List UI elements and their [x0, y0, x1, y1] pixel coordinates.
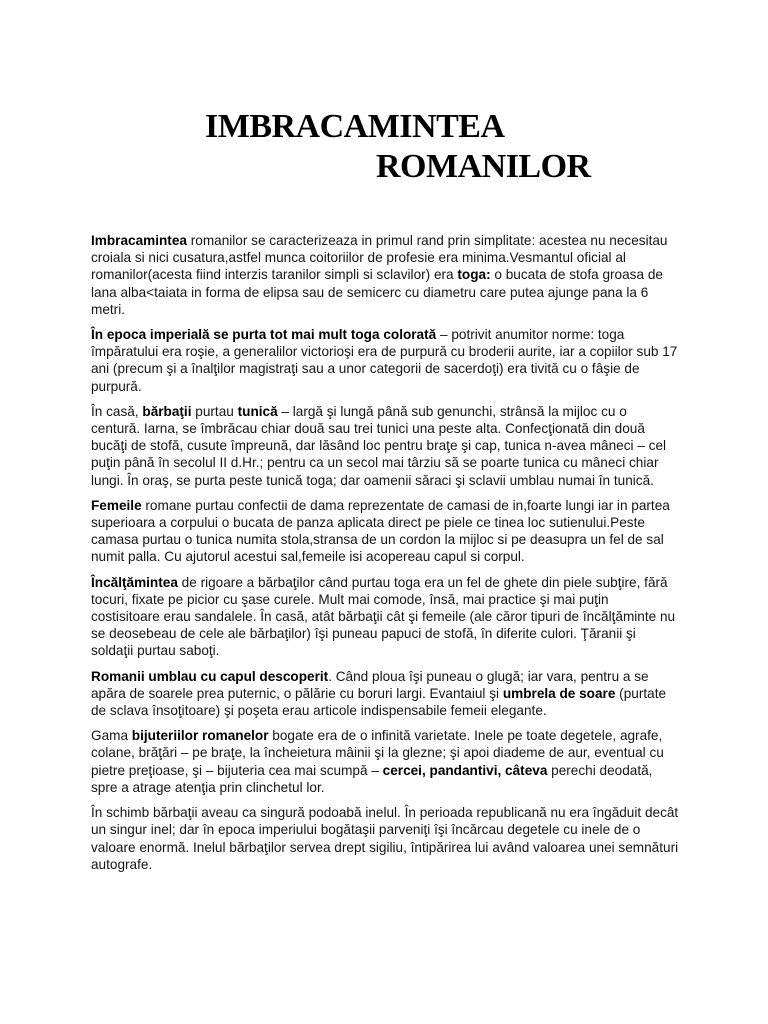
- bold-text-run: Încălţămintea: [91, 574, 178, 590]
- text-run: bogate era de o infinită varietate. Inele pe toate degetele, agrafe, colane, brăţări – pe braţe, la încheietura mâinii şi la glezne; şi apoi diademe de aur, eventual cu pietre preţioase, şi – bijuteria cea mai scumpă –: [91, 728, 664, 778]
- document-body: [91, 232, 679, 881]
- bold-text-run: bijuteriilor romanelor: [131, 728, 269, 744]
- bold-text-run: toga:: [457, 267, 491, 283]
- paragraph: [91, 326, 679, 395]
- bold-text-run: tunică: [237, 403, 278, 419]
- paragraph: [91, 574, 679, 660]
- text-run: (purtate de sclava însoţitoare) şi poşeta erau articole indispensabile femeii elegante.: [91, 685, 667, 719]
- text-run: romane purtau confectii de dama reprezentate de camasi de in,foarte lungi iar in partea superioara a corpului o bucata de panza aplicata direct pe piele ce tinea loc sutienului.Peste camasa purtau o tunica numita stola,stransa de un cordon la mijloc si pe deasupra un fel de sal numit palla. Cu ajutorul acestui sal,femeile isi acopereau capul si corpul.: [91, 497, 670, 565]
- text-run: . Când ploua îşi puneau o glugă; iar vara, pentru a se apăra de soarele prea puternic, o pălărie cu boruri largi. Evantaiul şi: [91, 668, 649, 701]
- bold-text-run: Femeile: [91, 497, 142, 513]
- title-line-1: IMBRACAMINTEA: [205, 107, 505, 145]
- text-run: purtau: [191, 403, 238, 419]
- bold-text-run: În epoca imperială se purta tot mai mult toga colorată: [91, 327, 437, 343]
- paragraph: [91, 804, 679, 873]
- bold-text-run: Imbracamintea: [91, 233, 187, 248]
- paragraph: [91, 232, 679, 318]
- paragraph: [91, 403, 679, 489]
- bold-text-run: cercei, pandantivi, câteva: [382, 762, 548, 778]
- text-run: de rigoare a bărbaţilor când purtau toga era un fel de ghete din piele subţire, fără tocuri, fixate pe picior cu şase curele. Mult mai comode, însă, mai practice şi mai puţin costisitoare erau sandalele. În casă, atât bărbaţii cât şi femeile (ale căror tipuri de încălţăminte nu se deosebeau de cele ale bărbaţilor) îşi puneau papuci de stofă, în diferite culori. Ţăranii şi soldaţii purtau saboţi.: [91, 574, 676, 659]
- text-run: perechi deodată, spre a atrage atenţia prin clinchetul lor.: [91, 762, 653, 795]
- paragraph: [91, 727, 679, 796]
- text-run: – potrivit anumitor norme: toga împăratului era roşie, a generalilor victorioşi era de purpură cu broderii aurite, iar a copiilor sub 17 ani (precum şi a înalţilor magistraţi sau a unor categorii de sacerdoţi) era tivită cu o fâşie de purpură.: [91, 327, 678, 394]
- text-run: În casă,: [91, 403, 143, 419]
- text-run: – largă şi lungă până sub genunchi, strânsă la mijloc cu o centură. Iarna, se îmbrăcau chiar două sau trei tunici una peste alta. Confecţionată din două bucăţi de stofă, cusute împreună, dar lăsând loc pentru braţe şi cap, tunica n-avea mâneci – cel puţin până în secolul II d.Hr.; pentru ca un secol mai târziu să se poarte tunica cu mâneci chiar lungi. În oraş, se purta peste tunică toga; dar oamenii săraci şi sclavii umblau numai în tunică.: [91, 403, 667, 488]
- page-title: [0, 107, 768, 187]
- text-run: romanilor se caracterizeaza in primul rand prin simplitate: acestea nu necesitau croiala si nici cusatura,astfel munca coitoriilor de profesie era minima.Vesmantul oficial al romanilor(acesta fiind interzis taranilor simpli si sclavilor) era: [91, 233, 668, 283]
- text-run: În schimb bărbaţii aveau ca singură podoabă inelul. În perioada republicană nu era îngăduit decât un singur inel; dar în epoca imperiului bogătaşii parveniţi îşi încărcau degetele cu inele de o valoare enormă. Inelul bărbaţilor servea drept sigiliu, întipărirea lui având valoarea unei semnături autografe.: [91, 805, 679, 872]
- text-run: Gama: [91, 728, 132, 744]
- bold-text-run: umbrela de soare: [502, 685, 616, 701]
- paragraph: [91, 668, 679, 720]
- bold-text-run: bărbaţii: [142, 403, 192, 419]
- paragraph: [91, 497, 679, 566]
- title-line-2: ROMANILOR: [376, 147, 591, 185]
- bold-text-run: Romanii umblau cu capul descoperit: [91, 668, 329, 684]
- text-run: o bucata de stofa groasa de lana alba<taiata in forma de elipsa sau de semicerc cu diametru care putea ajunge pana la 6 metri.: [91, 267, 663, 317]
